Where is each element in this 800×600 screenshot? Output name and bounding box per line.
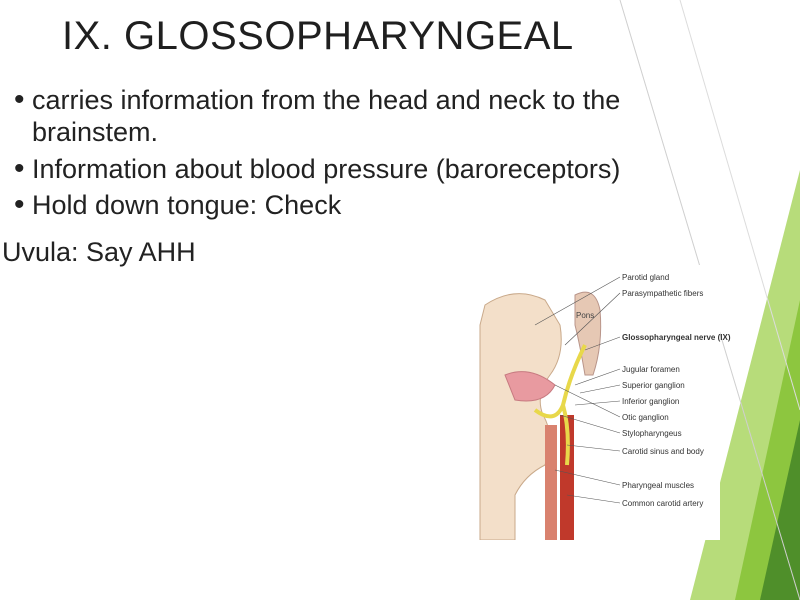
anatomy-figure — [475, 265, 731, 540]
bullet-text: carries information from the head and neck to the brainstem. — [32, 85, 621, 148]
bullet-dot-icon: • — [14, 188, 25, 222]
callout-label: Carotid sinus and body — [622, 447, 704, 456]
bullet-text: Information about blood pressure (baroreceptors) — [32, 153, 621, 184]
callout-label: Otic ganglion — [622, 413, 669, 422]
bullet-dot-icon: • — [14, 83, 25, 116]
callout-label: Parotid gland — [622, 273, 670, 282]
bullet-item — [14, 84, 714, 149]
pons-label: Pons — [576, 311, 595, 320]
callout-label: Inferior ganglion — [622, 397, 680, 406]
bullet-item — [14, 189, 714, 221]
callout-label: Glossopharyngeal nerve (IX) — [622, 333, 731, 342]
callout-label: Stylopharyngeus — [622, 429, 682, 438]
slide-title: IX. GLOSSOPHARYNGEAL — [62, 14, 574, 58]
bullet-item — [14, 153, 714, 185]
callout-label: Pharyngeal muscles — [622, 481, 695, 490]
callout-label: Superior ganglion — [622, 381, 685, 390]
callout-label: Common carotid artery — [622, 499, 704, 508]
bullet-dot-icon: • — [14, 151, 25, 185]
bullet-list — [2, 83, 714, 268]
callout-label: Parasympathetic fibers — [622, 289, 704, 298]
bullet-text: Hold down tongue: Check — [32, 190, 342, 221]
callout-label: Jugular foramen — [622, 365, 680, 374]
pharyngeal-shape — [545, 425, 557, 540]
continuation-text: Uvula: Say AHH — [2, 236, 196, 267]
